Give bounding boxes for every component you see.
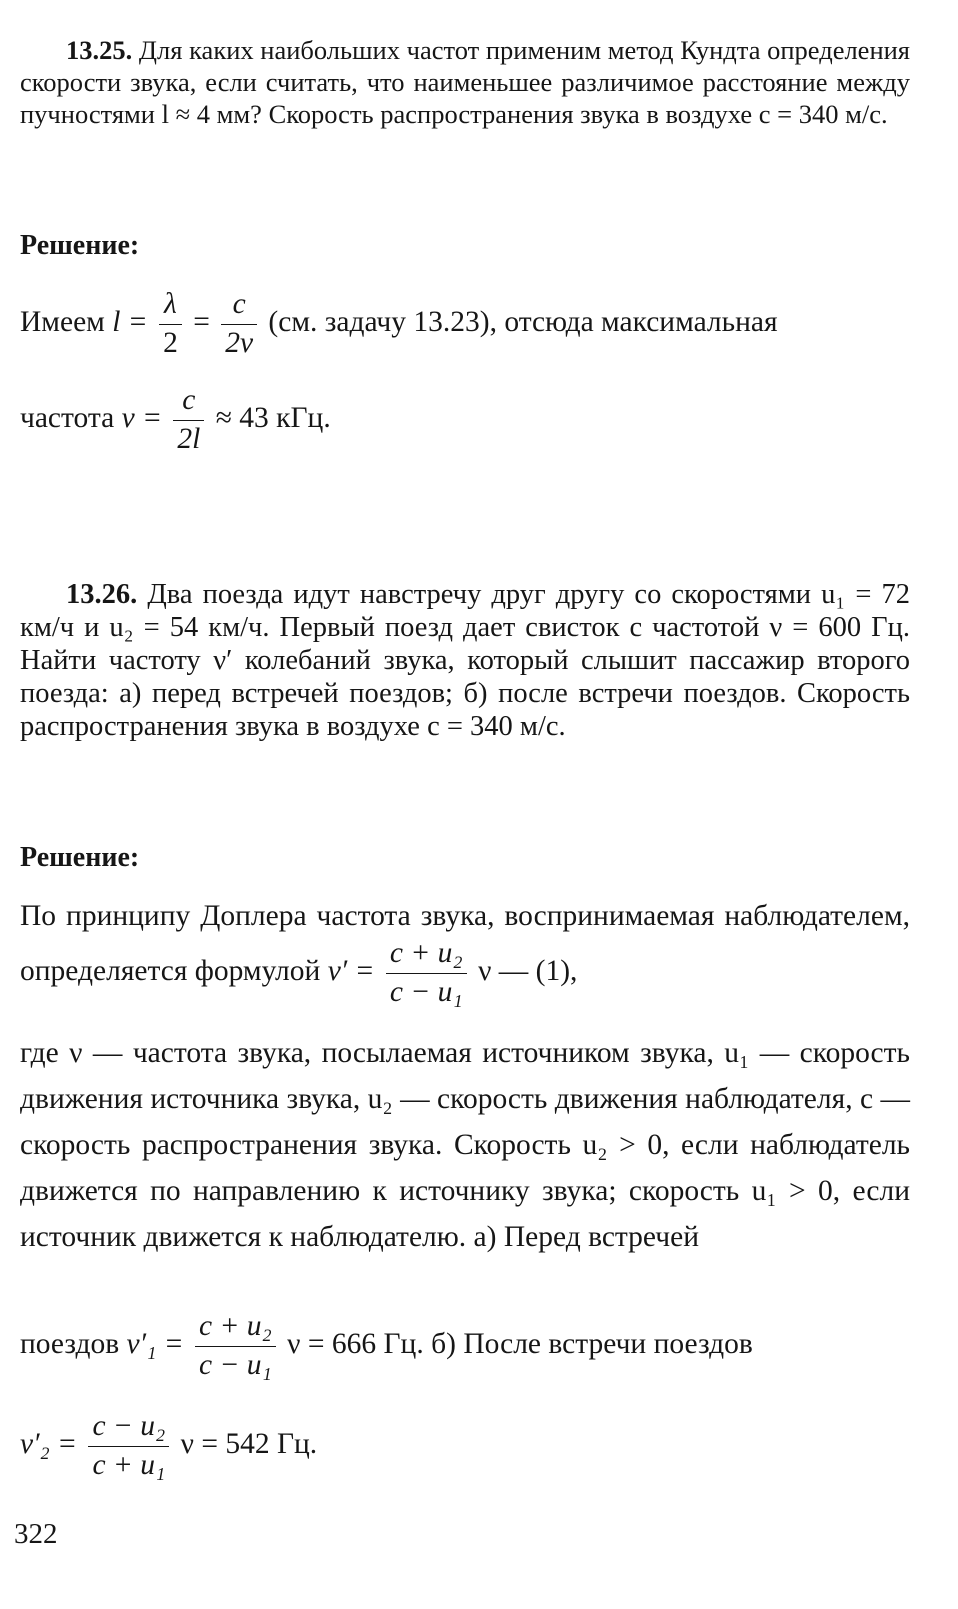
numerator: λ xyxy=(164,288,177,320)
numerator: c xyxy=(232,288,246,320)
solution-2-para-2 xyxy=(20,1030,910,1260)
solution-heading: Решение: xyxy=(20,842,140,873)
solution-1-line-1 xyxy=(20,290,910,358)
fraction-lambda-2 xyxy=(159,290,182,358)
denominator: c − u₁ xyxy=(386,973,467,1008)
solution-heading-1 xyxy=(20,230,910,262)
solution-heading-2 xyxy=(20,842,910,874)
numerator: c − u₂ xyxy=(92,1410,166,1442)
problem-text: Два поезда идут навстречу друг другу со скоростями u₁ = 72 км/ч и u₂ = 54 км/ч. Первый поезд дает свисток с частотой ν = 600 Гц. Найти частоту ν′ колебаний звука, который слышит пассажир второго поезда: а) перед встречей поездов; б) после встречи поездов. Скорость распространения звука в воздухе c = 340 м/с. xyxy=(20,579,910,742)
formula-lhs: ν = xyxy=(121,401,162,434)
formula-lhs: l = xyxy=(112,305,148,338)
text-fragment: поездов xyxy=(20,1327,120,1360)
fraction-after-meeting xyxy=(88,1412,169,1480)
denominator: c + u₁ xyxy=(88,1446,169,1481)
solution-2-para-1 xyxy=(20,893,910,1007)
equals-sign: = xyxy=(193,305,210,338)
result-value: ≈ 43 кГц. xyxy=(215,401,331,434)
solution-2-formula-b xyxy=(20,1412,910,1480)
doppler-fraction xyxy=(386,939,467,1007)
denominator: c − u₁ xyxy=(195,1346,276,1381)
text-fragment: частота xyxy=(20,401,115,434)
solution-heading: Решение: xyxy=(20,230,140,261)
text-fragment: б) После встречи поездов xyxy=(431,1327,753,1360)
result-value: ν = 542 Гц. xyxy=(180,1427,318,1460)
numerator: c + u₂ xyxy=(389,937,463,969)
text-fragment: Имеем xyxy=(20,305,105,338)
problem-number: 13.26. xyxy=(66,579,138,610)
numerator: c xyxy=(182,384,196,416)
problem-13-26 xyxy=(20,578,910,743)
denominator: 2 xyxy=(159,324,182,359)
solution-text: где ν — частота звука, посылаемая источником звука, u₁ — скорость движения источника звука, u₂ — скорость движения наблюдателя, c — скорость распространения звука. Скорость u₂ > 0, если наблюдатель движется по направлению к источнику звука; скорость u₁ > 0, если источник движется к наблюдателю. а) Перед встречей xyxy=(20,1037,910,1253)
solution-1-line-2 xyxy=(20,386,910,454)
fraction-c-2l xyxy=(173,386,204,454)
formula-lhs: ν′₂ = xyxy=(20,1427,78,1460)
problem-13-25 xyxy=(20,34,910,130)
denominator: 2l xyxy=(173,420,204,455)
formula-tail: ν — (1), xyxy=(478,954,578,987)
text-fragment: (см. задачу 13.23), отсюда максимальная xyxy=(268,305,778,338)
solution-2-formula-a xyxy=(20,1312,910,1380)
problem-number: 13.25. xyxy=(66,35,133,65)
solution-text: По принципу Доплера частота звука, воспринимаемая наблюдателем, определяется формулой xyxy=(20,900,910,987)
fraction-before-meeting xyxy=(195,1312,276,1380)
denominator: 2ν xyxy=(221,324,257,359)
fraction-c-2nu xyxy=(221,290,257,358)
page-number: 322 xyxy=(14,1518,58,1550)
formula-lhs: ν′₁ = xyxy=(126,1327,184,1360)
problem-text: Для каких наибольших частот применим метод Кундта определения скорости звука, если считать, что наименьшее различимое расстояние между пучностями l ≈ 4 мм? Скорость распространения звука в воздухе c = 340 м/с. xyxy=(20,35,910,129)
result-value: ν = 666 Гц. xyxy=(287,1327,424,1360)
formula-lhs: ν′ = xyxy=(327,954,375,987)
numerator: c + u₂ xyxy=(199,1310,272,1342)
